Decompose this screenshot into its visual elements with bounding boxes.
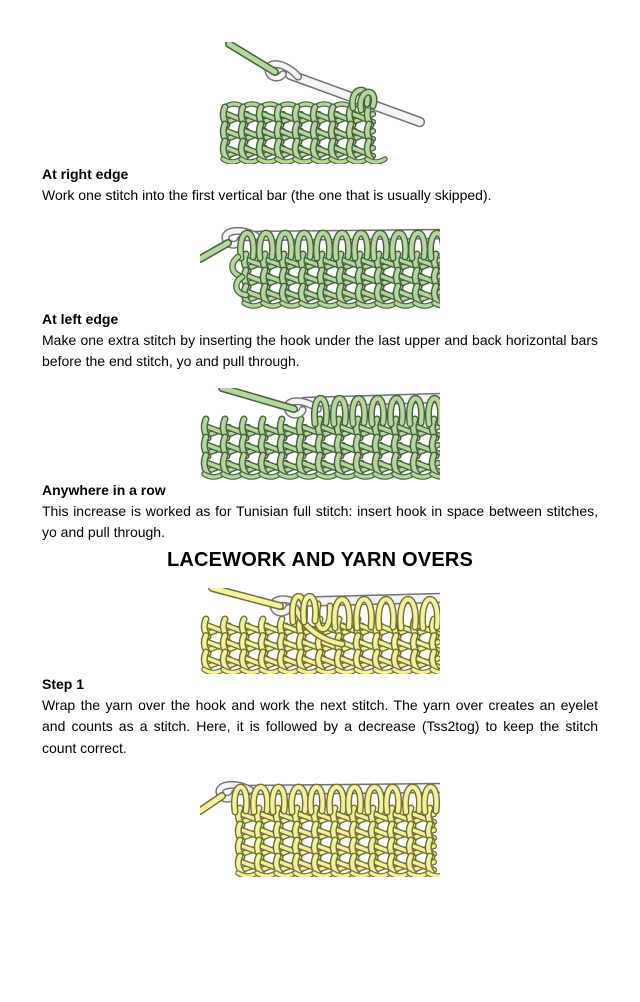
figure-increase-at-left-edge — [42, 223, 598, 309]
section-body-left-edge: Make one extra stitch by inserting the hook under the last upper and back horizontal bars before the end stitch, yo and pull through. — [42, 331, 598, 369]
section-body-right-edge: Work one stitch into the first vertical bar (the one that is usually skipped). — [42, 187, 492, 203]
section-body-anywhere: This increase is worked as for Tunisian full stitch: insert hook in space between stitches, yo and pull through. — [42, 502, 598, 540]
yarn-over-result-diagram — [200, 777, 440, 877]
figure-yarn-over-result — [42, 777, 598, 877]
increase-anywhere-in-row-diagram — [200, 388, 440, 480]
section-heading-left-edge: At left edge — [42, 310, 119, 327]
increase-at-right-edge-diagram — [213, 42, 428, 164]
crochet-swatch-illustration — [200, 388, 440, 480]
crochet-swatch-illustration — [213, 42, 428, 164]
crochet-swatch-illustration — [200, 588, 440, 674]
chapter-title: LACEWORK AND YARN OVERS — [166, 548, 474, 571]
page-content — [42, 42, 598, 877]
figure-increase-at-right-edge — [42, 42, 598, 164]
figure-increase-anywhere — [42, 388, 598, 480]
crochet-swatch-illustration — [200, 223, 440, 309]
increase-at-left-edge-diagram — [200, 223, 440, 309]
yarn-over-step1-diagram — [200, 588, 440, 674]
figure-yarn-over-step1 — [42, 588, 598, 674]
section-heading-right-edge: At right edge — [42, 166, 129, 182]
section-heading-anywhere: Anywhere in a row — [42, 481, 166, 498]
section-heading-step1: Step 1 — [42, 675, 85, 692]
crochet-swatch-illustration — [200, 777, 440, 877]
section-body-step1: Wrap the yarn over the hook and work the next stitch. The yarn over creates an eyelet and counts as a stitch. Here, it is followed by a decrease (Tss2tog) to keep the stitch count correct. — [42, 696, 598, 756]
